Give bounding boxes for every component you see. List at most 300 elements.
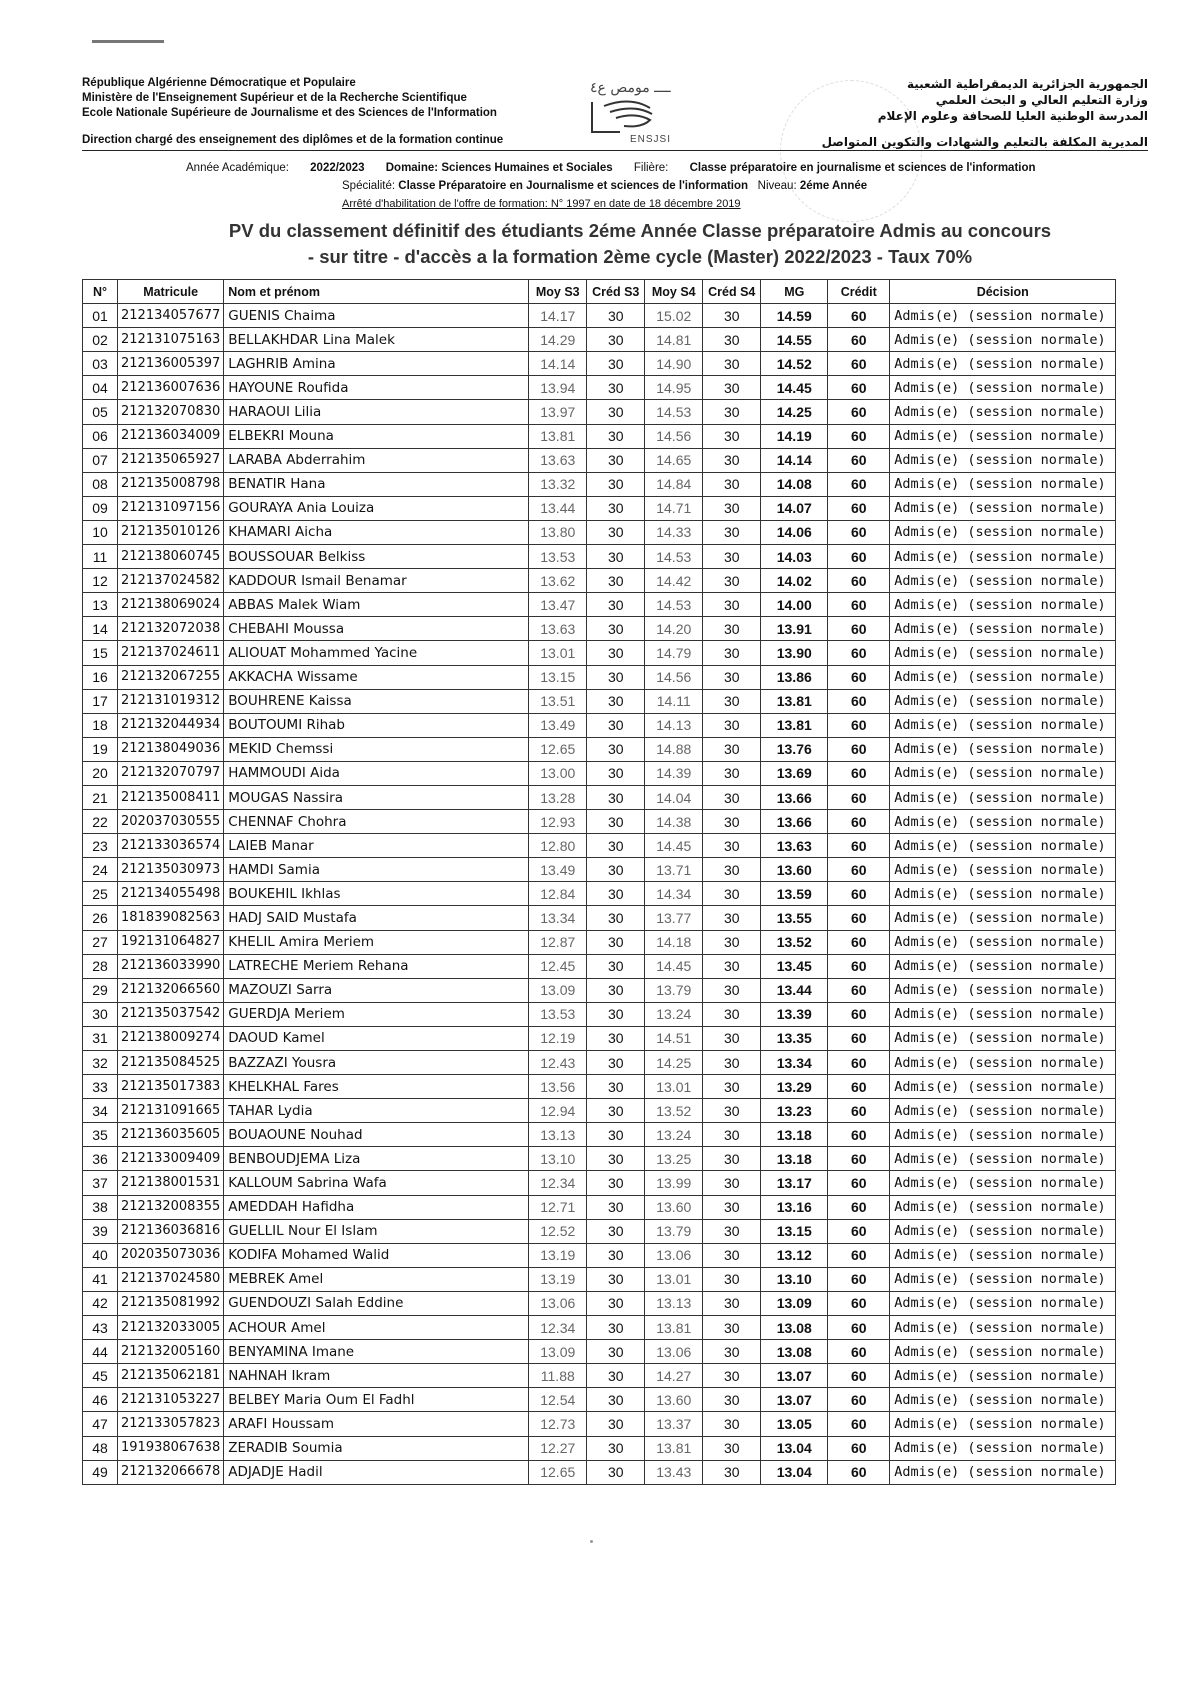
cell-name: LARABA Abderrahim — [224, 448, 529, 472]
cell-moy-s3: 12.34 — [529, 1171, 587, 1195]
cell-cred-s3: 30 — [587, 713, 645, 737]
cell-decision: Admis(e) (session normale) — [890, 1099, 1116, 1123]
cell-mg: 14.06 — [761, 520, 828, 544]
cell-credit: 60 — [828, 424, 890, 448]
cell-moy-s4: 14.65 — [645, 448, 703, 472]
cell-cred-s3: 30 — [587, 906, 645, 930]
table-row — [83, 930, 1116, 954]
cell-name: HAYOUNE Roufida — [224, 376, 529, 400]
cell-cred-s4: 30 — [703, 545, 761, 569]
cell-decision: Admis(e) (session normale) — [890, 472, 1116, 496]
table-row — [83, 1002, 1116, 1026]
cell-moy-s4: 14.56 — [645, 424, 703, 448]
cell-name: BENYAMINA Imane — [224, 1340, 529, 1364]
cell-cred-s4: 30 — [703, 1147, 761, 1171]
cell-decision: Admis(e) (session normale) — [890, 737, 1116, 761]
cell-credit: 60 — [828, 1075, 890, 1099]
cell-num: 32 — [83, 1051, 118, 1075]
table-row — [83, 304, 1116, 328]
cell-credit: 60 — [828, 472, 890, 496]
cell-matricule: 212131019312 — [118, 689, 224, 713]
cell-credit: 60 — [828, 593, 890, 617]
cell-cred-s3: 30 — [587, 1436, 645, 1460]
cell-credit: 60 — [828, 1412, 890, 1436]
col-header-cred-s4: Créd S4 — [703, 280, 761, 304]
cell-num: 15 — [83, 641, 118, 665]
table-row — [83, 448, 1116, 472]
cell-decision: Admis(e) (session normale) — [890, 1123, 1116, 1147]
cell-name: ACHOUR Amel — [224, 1316, 529, 1340]
table-row — [83, 1123, 1116, 1147]
school-line-ar: المدرسة الوطنية العليا للصحافة وعلوم الإعلام — [877, 109, 1148, 123]
cell-decision: Admis(e) (session normale) — [890, 1364, 1116, 1388]
cell-name: ALIOUAT Mohammed Yacine — [224, 641, 529, 665]
col-header-moy-s4: Moy S4 — [645, 280, 703, 304]
cell-num: 19 — [83, 737, 118, 761]
table-row — [83, 689, 1116, 713]
cell-cred-s3: 30 — [587, 1051, 645, 1075]
table-row — [83, 713, 1116, 737]
document-title: PV du classement définitif des étudiants 2éme Année Classe préparatoire Admis au concours — [228, 220, 1052, 241]
cell-cred-s3: 30 — [587, 641, 645, 665]
cell-matricule: 212133036574 — [118, 834, 224, 858]
cell-name: KHAMARI Aicha — [224, 520, 529, 544]
cell-cred-s4: 30 — [703, 569, 761, 593]
cell-cred-s4: 30 — [703, 737, 761, 761]
table-row — [83, 424, 1116, 448]
cell-mg: 13.55 — [761, 906, 828, 930]
cell-name: ZERADIB Soumia — [224, 1436, 529, 1460]
cell-mg: 13.35 — [761, 1026, 828, 1050]
cell-cred-s4: 30 — [703, 858, 761, 882]
cell-name: ARAFI Houssam — [224, 1412, 529, 1436]
cell-mg: 13.44 — [761, 978, 828, 1002]
cell-moy-s4: 13.81 — [645, 1316, 703, 1340]
cell-decision: Admis(e) (session normale) — [890, 593, 1116, 617]
cell-cred-s4: 30 — [703, 882, 761, 906]
cell-num: 46 — [83, 1388, 118, 1412]
cell-credit: 60 — [828, 1219, 890, 1243]
cell-cred-s3: 30 — [587, 930, 645, 954]
cell-num: 01 — [83, 304, 118, 328]
cell-matricule: 212132044934 — [118, 713, 224, 737]
col-header-name: Nom et prénom — [224, 280, 529, 304]
cell-matricule: 212135037542 — [118, 1002, 224, 1026]
table-row — [83, 1436, 1116, 1460]
cell-mg: 13.18 — [761, 1147, 828, 1171]
cell-moy-s3: 11.88 — [529, 1364, 587, 1388]
cell-name: GUENIS Chaima — [224, 304, 529, 328]
cell-mg: 14.45 — [761, 376, 828, 400]
cell-mg: 14.55 — [761, 328, 828, 352]
cell-moy-s3: 12.71 — [529, 1195, 587, 1219]
cell-matricule: 212137024580 — [118, 1267, 224, 1291]
cell-matricule: 212132033005 — [118, 1316, 224, 1340]
cell-mg: 14.19 — [761, 424, 828, 448]
cell-num: 07 — [83, 448, 118, 472]
cell-cred-s4: 30 — [703, 1171, 761, 1195]
cell-matricule: 212136035605 — [118, 1123, 224, 1147]
cell-decision: Admis(e) (session normale) — [890, 424, 1116, 448]
cell-name: HAMDI Samia — [224, 858, 529, 882]
cell-cred-s3: 30 — [587, 1219, 645, 1243]
cell-credit: 60 — [828, 400, 890, 424]
cell-cred-s3: 30 — [587, 1316, 645, 1340]
table-row — [83, 1026, 1116, 1050]
table-row — [83, 400, 1116, 424]
cell-credit: 60 — [828, 569, 890, 593]
cell-moy-s3: 13.44 — [529, 496, 587, 520]
cell-cred-s3: 30 — [587, 520, 645, 544]
cell-num: 05 — [83, 400, 118, 424]
cell-cred-s3: 30 — [587, 496, 645, 520]
cell-moy-s4: 14.81 — [645, 328, 703, 352]
cell-num: 23 — [83, 834, 118, 858]
cell-decision: Admis(e) (session normale) — [890, 713, 1116, 737]
cell-mg: 13.09 — [761, 1291, 828, 1315]
domaine-label: Domaine: — [385, 162, 439, 174]
cell-matricule: 212134057677 — [118, 304, 224, 328]
table-row — [83, 1460, 1116, 1484]
cell-moy-s3: 13.81 — [529, 424, 587, 448]
cell-name: BOUTOUMI Rihab — [224, 713, 529, 737]
cell-num: 43 — [83, 1316, 118, 1340]
cell-matricule: 212132072038 — [118, 617, 224, 641]
cell-mg: 13.05 — [761, 1412, 828, 1436]
cell-matricule: 212138069024 — [118, 593, 224, 617]
school-logo — [590, 80, 690, 150]
cell-decision: Admis(e) (session normale) — [890, 496, 1116, 520]
cell-matricule: 212136033990 — [118, 954, 224, 978]
col-header-credit: Crédit — [828, 280, 890, 304]
cell-name: LAGHRIB Amina — [224, 352, 529, 376]
table-row — [83, 352, 1116, 376]
cell-num: 11 — [83, 545, 118, 569]
cell-num: 30 — [83, 1002, 118, 1026]
table-row — [83, 1243, 1116, 1267]
cell-cred-s3: 30 — [587, 689, 645, 713]
cell-decision: Admis(e) (session normale) — [890, 1147, 1116, 1171]
republic-line: République Algérienne Démocratique et Populaire — [82, 77, 356, 89]
cell-cred-s3: 30 — [587, 1026, 645, 1050]
cell-cred-s3: 30 — [587, 665, 645, 689]
cell-name: KODIFA Mohamed Walid — [224, 1243, 529, 1267]
cell-decision: Admis(e) (session normale) — [890, 1340, 1116, 1364]
cell-num: 16 — [83, 665, 118, 689]
cell-name: KALLOUM Sabrina Wafa — [224, 1171, 529, 1195]
cell-credit: 60 — [828, 448, 890, 472]
table-row — [83, 1412, 1116, 1436]
cell-moy-s3: 13.15 — [529, 665, 587, 689]
cell-credit: 60 — [828, 376, 890, 400]
domaine-value: Sciences Humaines et Sociales — [441, 162, 613, 174]
cell-cred-s4: 30 — [703, 1436, 761, 1460]
cell-moy-s4: 14.45 — [645, 834, 703, 858]
cell-cred-s4: 30 — [703, 665, 761, 689]
direction-line: Direction chargé des enseignement des diplômes et de la formation continue — [82, 134, 504, 146]
col-header-cred-s3: Créd S3 — [587, 280, 645, 304]
cell-moy-s4: 14.53 — [645, 545, 703, 569]
cell-decision: Admis(e) (session normale) — [890, 352, 1116, 376]
cell-num: 20 — [83, 761, 118, 785]
cell-moy-s4: 14.53 — [645, 400, 703, 424]
cell-num: 39 — [83, 1219, 118, 1243]
cell-num: 13 — [83, 593, 118, 617]
cell-cred-s3: 30 — [587, 569, 645, 593]
cell-moy-s4: 14.90 — [645, 352, 703, 376]
cell-num: 34 — [83, 1099, 118, 1123]
cell-num: 40 — [83, 1243, 118, 1267]
cell-cred-s3: 30 — [587, 1291, 645, 1315]
school-line: Ecole Nationale Supérieure de Journalisme et des Sciences de l'Information — [82, 107, 497, 119]
cell-decision: Admis(e) (session normale) — [890, 1026, 1116, 1050]
cell-moy-s3: 12.34 — [529, 1316, 587, 1340]
cell-moy-s3: 13.63 — [529, 617, 587, 641]
cell-moy-s3: 13.09 — [529, 1340, 587, 1364]
cell-moy-s4: 13.24 — [645, 1002, 703, 1026]
cell-moy-s3: 13.51 — [529, 689, 587, 713]
table-row — [83, 328, 1116, 352]
table-row — [83, 761, 1116, 785]
cell-cred-s4: 30 — [703, 1267, 761, 1291]
cell-cred-s4: 30 — [703, 785, 761, 809]
cell-decision: Admis(e) (session normale) — [890, 1051, 1116, 1075]
cell-moy-s3: 13.53 — [529, 1002, 587, 1026]
cell-credit: 60 — [828, 1099, 890, 1123]
cell-cred-s3: 30 — [587, 978, 645, 1002]
cell-credit: 60 — [828, 1460, 890, 1484]
cell-moy-s4: 14.27 — [645, 1364, 703, 1388]
cell-decision: Admis(e) (session normale) — [890, 1219, 1116, 1243]
cell-name: HAMMOUDI Aida — [224, 761, 529, 785]
cell-moy-s3: 13.32 — [529, 472, 587, 496]
cell-moy-s3: 12.93 — [529, 810, 587, 834]
cell-mg: 13.08 — [761, 1340, 828, 1364]
cell-cred-s4: 30 — [703, 1316, 761, 1340]
cell-name: MEBREK Amel — [224, 1267, 529, 1291]
cell-moy-s4: 14.34 — [645, 882, 703, 906]
cell-credit: 60 — [828, 785, 890, 809]
cell-moy-s3: 13.80 — [529, 520, 587, 544]
cell-decision: Admis(e) (session normale) — [890, 665, 1116, 689]
cell-moy-s4: 14.33 — [645, 520, 703, 544]
cell-mg: 14.03 — [761, 545, 828, 569]
cell-moy-s3: 13.09 — [529, 978, 587, 1002]
cell-cred-s4: 30 — [703, 593, 761, 617]
cell-cred-s3: 30 — [587, 448, 645, 472]
cell-matricule: 212132070830 — [118, 400, 224, 424]
cell-moy-s3: 12.84 — [529, 882, 587, 906]
cell-num: 42 — [83, 1291, 118, 1315]
cell-mg: 13.81 — [761, 689, 828, 713]
cell-moy-s4: 13.60 — [645, 1195, 703, 1219]
cell-cred-s3: 30 — [587, 1075, 645, 1099]
table-row — [83, 906, 1116, 930]
cell-moy-s3: 12.87 — [529, 930, 587, 954]
cell-decision: Admis(e) (session normale) — [890, 882, 1116, 906]
table-row — [83, 1388, 1116, 1412]
cell-cred-s4: 30 — [703, 978, 761, 1002]
annee-label: Année Académique: — [186, 162, 289, 174]
cell-matricule: 212132066560 — [118, 978, 224, 1002]
cell-moy-s4: 13.06 — [645, 1340, 703, 1364]
cell-mg: 13.08 — [761, 1316, 828, 1340]
cell-matricule: 192131064827 — [118, 930, 224, 954]
cell-credit: 60 — [828, 641, 890, 665]
cell-cred-s3: 30 — [587, 858, 645, 882]
table-row — [83, 858, 1116, 882]
cell-moy-s3: 12.80 — [529, 834, 587, 858]
cell-name: MOUGAS Nassira — [224, 785, 529, 809]
cell-name: CHEBAHI Moussa — [224, 617, 529, 641]
cell-cred-s4: 30 — [703, 1340, 761, 1364]
cell-num: 33 — [83, 1075, 118, 1099]
logo-mark-icon — [590, 98, 680, 136]
cell-credit: 60 — [828, 930, 890, 954]
table-row — [83, 882, 1116, 906]
cell-decision: Admis(e) (session normale) — [890, 545, 1116, 569]
cell-credit: 60 — [828, 1291, 890, 1315]
cell-name: AMEDDAH Hafidha — [224, 1195, 529, 1219]
table-row — [83, 593, 1116, 617]
cell-credit: 60 — [828, 1123, 890, 1147]
table-row — [83, 641, 1116, 665]
cell-name: GUENDOUZI Salah Eddine — [224, 1291, 529, 1315]
cell-num: 36 — [83, 1147, 118, 1171]
cell-moy-s4: 14.39 — [645, 761, 703, 785]
cell-cred-s4: 30 — [703, 352, 761, 376]
cell-credit: 60 — [828, 737, 890, 761]
cell-moy-s4: 14.53 — [645, 593, 703, 617]
table-row — [83, 834, 1116, 858]
logo-text: ENSJSI — [630, 134, 672, 145]
filiere-value: Classe préparatoire en journalisme et sciences de l'information — [689, 162, 1036, 174]
cell-moy-s4: 13.24 — [645, 1123, 703, 1147]
table-row — [83, 737, 1116, 761]
cell-matricule: 212131097156 — [118, 496, 224, 520]
cell-num: 38 — [83, 1195, 118, 1219]
cell-cred-s4: 30 — [703, 1099, 761, 1123]
cell-cred-s4: 30 — [703, 810, 761, 834]
table-row — [83, 496, 1116, 520]
cell-num: 29 — [83, 978, 118, 1002]
cell-decision: Admis(e) (session normale) — [890, 1412, 1116, 1436]
cell-mg: 13.90 — [761, 641, 828, 665]
cell-decision: Admis(e) (session normale) — [890, 1436, 1116, 1460]
cell-credit: 60 — [828, 1316, 890, 1340]
cell-cred-s3: 30 — [587, 1388, 645, 1412]
cell-decision: Admis(e) (session normale) — [890, 1267, 1116, 1291]
cell-moy-s4: 14.71 — [645, 496, 703, 520]
cell-name: BOUAOUNE Nouhad — [224, 1123, 529, 1147]
table-row — [83, 520, 1116, 544]
cell-num: 44 — [83, 1340, 118, 1364]
cell-num: 45 — [83, 1364, 118, 1388]
cell-num: 10 — [83, 520, 118, 544]
cell-mg: 13.45 — [761, 954, 828, 978]
cell-credit: 60 — [828, 496, 890, 520]
cell-name: BENATIR Hana — [224, 472, 529, 496]
cell-mg: 13.39 — [761, 1002, 828, 1026]
cell-mg: 14.07 — [761, 496, 828, 520]
cell-credit: 60 — [828, 1147, 890, 1171]
cell-cred-s3: 30 — [587, 304, 645, 328]
cell-matricule: 212132008355 — [118, 1195, 224, 1219]
cell-moy-s3: 13.19 — [529, 1267, 587, 1291]
cell-name: KHELIL Amira Meriem — [224, 930, 529, 954]
cell-decision: Admis(e) (session normale) — [890, 520, 1116, 544]
cell-cred-s3: 30 — [587, 1340, 645, 1364]
cell-cred-s4: 30 — [703, 400, 761, 424]
cell-moy-s4: 13.52 — [645, 1099, 703, 1123]
cell-decision: Admis(e) (session normale) — [890, 1388, 1116, 1412]
cell-cred-s3: 30 — [587, 472, 645, 496]
cell-decision: Admis(e) (session normale) — [890, 569, 1116, 593]
table-row — [83, 472, 1116, 496]
table-header-row — [83, 280, 1116, 304]
cell-decision: Admis(e) (session normale) — [890, 400, 1116, 424]
cell-mg: 14.52 — [761, 352, 828, 376]
cell-matricule: 212132067255 — [118, 665, 224, 689]
cell-matricule: 212131091665 — [118, 1099, 224, 1123]
col-header-decision: Décision — [890, 280, 1116, 304]
table-row — [83, 1267, 1116, 1291]
cell-cred-s4: 30 — [703, 424, 761, 448]
cell-matricule: 212135017383 — [118, 1075, 224, 1099]
cell-moy-s3: 14.29 — [529, 328, 587, 352]
cell-moy-s4: 14.04 — [645, 785, 703, 809]
cell-num: 17 — [83, 689, 118, 713]
cell-decision: Admis(e) (session normale) — [890, 930, 1116, 954]
cell-name: CHENNAF Chohra — [224, 810, 529, 834]
cell-num: 14 — [83, 617, 118, 641]
cell-cred-s4: 30 — [703, 1026, 761, 1050]
cell-cred-s4: 30 — [703, 1243, 761, 1267]
cell-decision: Admis(e) (session normale) — [890, 978, 1116, 1002]
cell-credit: 60 — [828, 352, 890, 376]
cell-name: ABBAS Malek Wiam — [224, 593, 529, 617]
cell-credit: 60 — [828, 834, 890, 858]
table-row — [83, 1171, 1116, 1195]
document-subtitle: - sur titre - d'accès a la formation 2ème cycle (Master) 2022/2023 - Taux 70% — [307, 246, 973, 267]
cell-credit: 60 — [828, 1340, 890, 1364]
cell-matricule: 212136007636 — [118, 376, 224, 400]
cell-name: GUELLIL Nour El Islam — [224, 1219, 529, 1243]
cell-matricule: 212132066678 — [118, 1460, 224, 1484]
cell-decision: Admis(e) (session normale) — [890, 617, 1116, 641]
cell-cred-s4: 30 — [703, 1460, 761, 1484]
cell-matricule: 212133009409 — [118, 1147, 224, 1171]
cell-credit: 60 — [828, 1364, 890, 1388]
cell-cred-s3: 30 — [587, 328, 645, 352]
cell-name: DAOUD Kamel — [224, 1026, 529, 1050]
col-header-matricule: Matricule — [118, 280, 224, 304]
cell-moy-s4: 14.38 — [645, 810, 703, 834]
cell-cred-s3: 30 — [587, 882, 645, 906]
cell-num: 12 — [83, 569, 118, 593]
table-row — [83, 1316, 1116, 1340]
cell-mg: 13.16 — [761, 1195, 828, 1219]
cell-num: 28 — [83, 954, 118, 978]
cell-moy-s3: 13.06 — [529, 1291, 587, 1315]
cell-cred-s3: 30 — [587, 954, 645, 978]
cell-moy-s4: 13.79 — [645, 978, 703, 1002]
cell-name: AKKACHA Wissame — [224, 665, 529, 689]
cell-moy-s3: 13.62 — [529, 569, 587, 593]
cell-mg: 13.86 — [761, 665, 828, 689]
cell-credit: 60 — [828, 1388, 890, 1412]
cell-cred-s3: 30 — [587, 1147, 645, 1171]
